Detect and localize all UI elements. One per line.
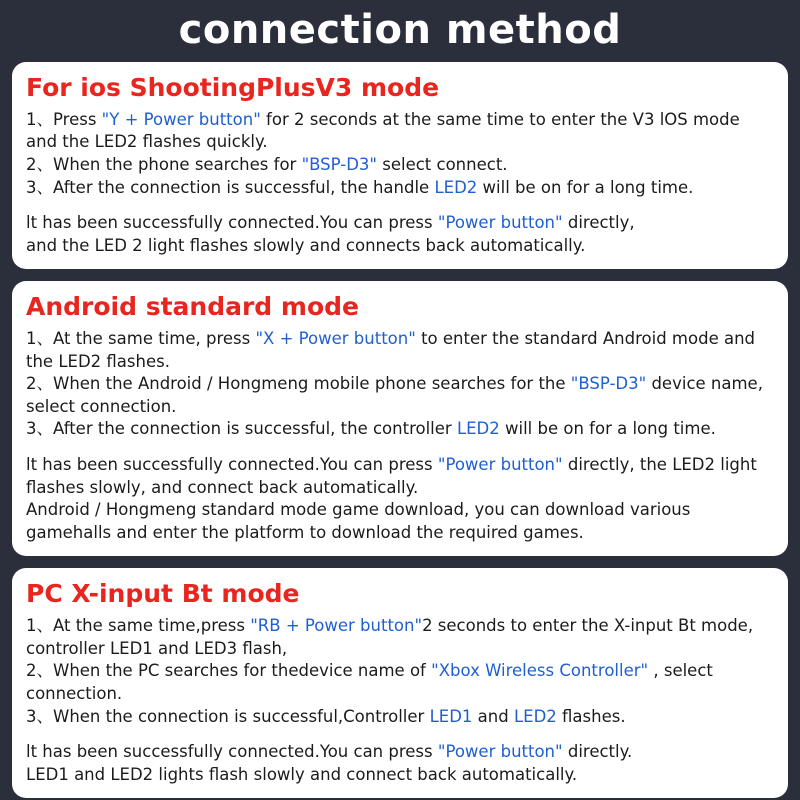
plain-text: directly. [562, 742, 633, 762]
body-line [26, 328, 774, 351]
plain-text: 3、After the connection is successful, the controller [26, 419, 457, 439]
body-line [26, 683, 774, 706]
plain-text: 2、When the phone searches for [26, 154, 302, 174]
body-line [26, 109, 774, 132]
body-line [26, 418, 774, 441]
plain-text: for 2 seconds at the same time to enter the V3 lOS mode [260, 109, 740, 129]
body-line [26, 660, 774, 683]
plain-text: 2、When the PC searches for thedevice name of [26, 661, 432, 681]
highlight-text: "X + Power button" [255, 329, 416, 349]
plain-text: , select [648, 661, 713, 681]
plain-text: will be on for a long time. [499, 419, 716, 439]
plain-text: lt has been successfully connected.You can press [26, 455, 438, 475]
plain-text: connection. [26, 683, 123, 703]
plain-text: and the LED2 flashes quickly. [26, 132, 268, 152]
body-line [26, 499, 774, 522]
plain-text: will be on for a long time. [477, 177, 694, 197]
section-card-ios [12, 62, 788, 269]
highlight-text: "Power button" [437, 742, 563, 762]
section-body [26, 109, 774, 258]
plain-text: device name, [646, 374, 763, 394]
plain-text: flashes slowly, and connect back automatically. [26, 477, 419, 497]
body-line [26, 212, 774, 235]
plain-text: Android / Hongmeng standard mode game download, you can download various [26, 500, 691, 520]
plain-text: 2 seconds to enter the X-input Bt mode, [422, 616, 754, 636]
plain-text: and the LED 2 light flashes slowly and connects back automatically. [26, 235, 586, 255]
body-line [26, 522, 774, 545]
paragraph-gap [26, 728, 774, 741]
section-heading: For ios ShootingPlusV3 mode [26, 73, 440, 102]
body-line [26, 764, 774, 787]
body-line [26, 706, 774, 729]
highlight-text: LED1 [429, 706, 473, 726]
plain-text: directly, the LED2 light [562, 455, 757, 475]
body-line [26, 615, 774, 638]
section-body [26, 328, 774, 544]
plain-text: select connection. [26, 396, 177, 416]
plain-text: flashes. [556, 706, 626, 726]
body-line [26, 477, 774, 500]
plain-text: 2、When the Android / Hongmeng mobile phone searches for the [26, 374, 571, 394]
body-line [26, 177, 774, 200]
body-line [26, 638, 774, 661]
body-line [26, 131, 774, 154]
plain-text: 3、When the connection is successful,Controller [26, 706, 430, 726]
section-heading: PC X-input Bt mode [26, 579, 300, 609]
highlight-text: LED2 [513, 706, 557, 726]
highlight-text: "BSP-D3" [301, 154, 377, 174]
plain-text: gamehalls and enter the platform to download the required games. [26, 522, 584, 542]
body-line [26, 741, 774, 764]
highlight-text: "RB + Power button" [250, 616, 423, 636]
plain-text: LED1 and LED2 lights flash slowly and connect back automatically. [26, 764, 578, 784]
body-line [26, 235, 774, 258]
paragraph-gap [26, 199, 774, 212]
plain-text: lt has been successfully connected.You can press [26, 213, 438, 233]
body-line [26, 373, 774, 396]
plain-text: to enter the standard Android mode and [415, 329, 756, 349]
section-card-android [12, 281, 788, 556]
plain-text: controller LED1 and LED3 flash, [26, 638, 288, 658]
plain-text: 3、After the connection is successful, the handle [26, 177, 435, 197]
plain-text: 1、At the same time, press [26, 329, 256, 349]
plain-text: the LED2 flashes. [26, 351, 170, 371]
section-card-pc [12, 568, 788, 798]
plain-text: select connect. [377, 154, 508, 174]
highlight-text: "Y + Power button" [101, 109, 261, 129]
highlight-text: "Xbox Wireless Controller" [431, 661, 649, 681]
page-title: connection method [178, 7, 622, 53]
paragraph-gap [26, 441, 774, 454]
body-line [26, 351, 774, 374]
plain-text: directly, [562, 213, 635, 233]
plain-text: and [472, 706, 514, 726]
highlight-text: "Power button" [437, 455, 563, 475]
body-line [26, 396, 774, 419]
plain-text: lt has been successfully connected.You can press [26, 742, 438, 762]
plain-text: 1、Press [26, 109, 102, 129]
body-line [26, 154, 774, 177]
section-heading: Android standard mode [26, 292, 359, 322]
section-body [26, 615, 774, 786]
highlight-text: "Power button" [437, 213, 563, 233]
highlight-text: LED2 [434, 177, 478, 197]
plain-text: 1、At the same time,press [26, 616, 251, 636]
body-line [26, 454, 774, 477]
highlight-text: "BSP-D3" [570, 374, 647, 394]
highlight-text: LED2 [456, 419, 500, 439]
